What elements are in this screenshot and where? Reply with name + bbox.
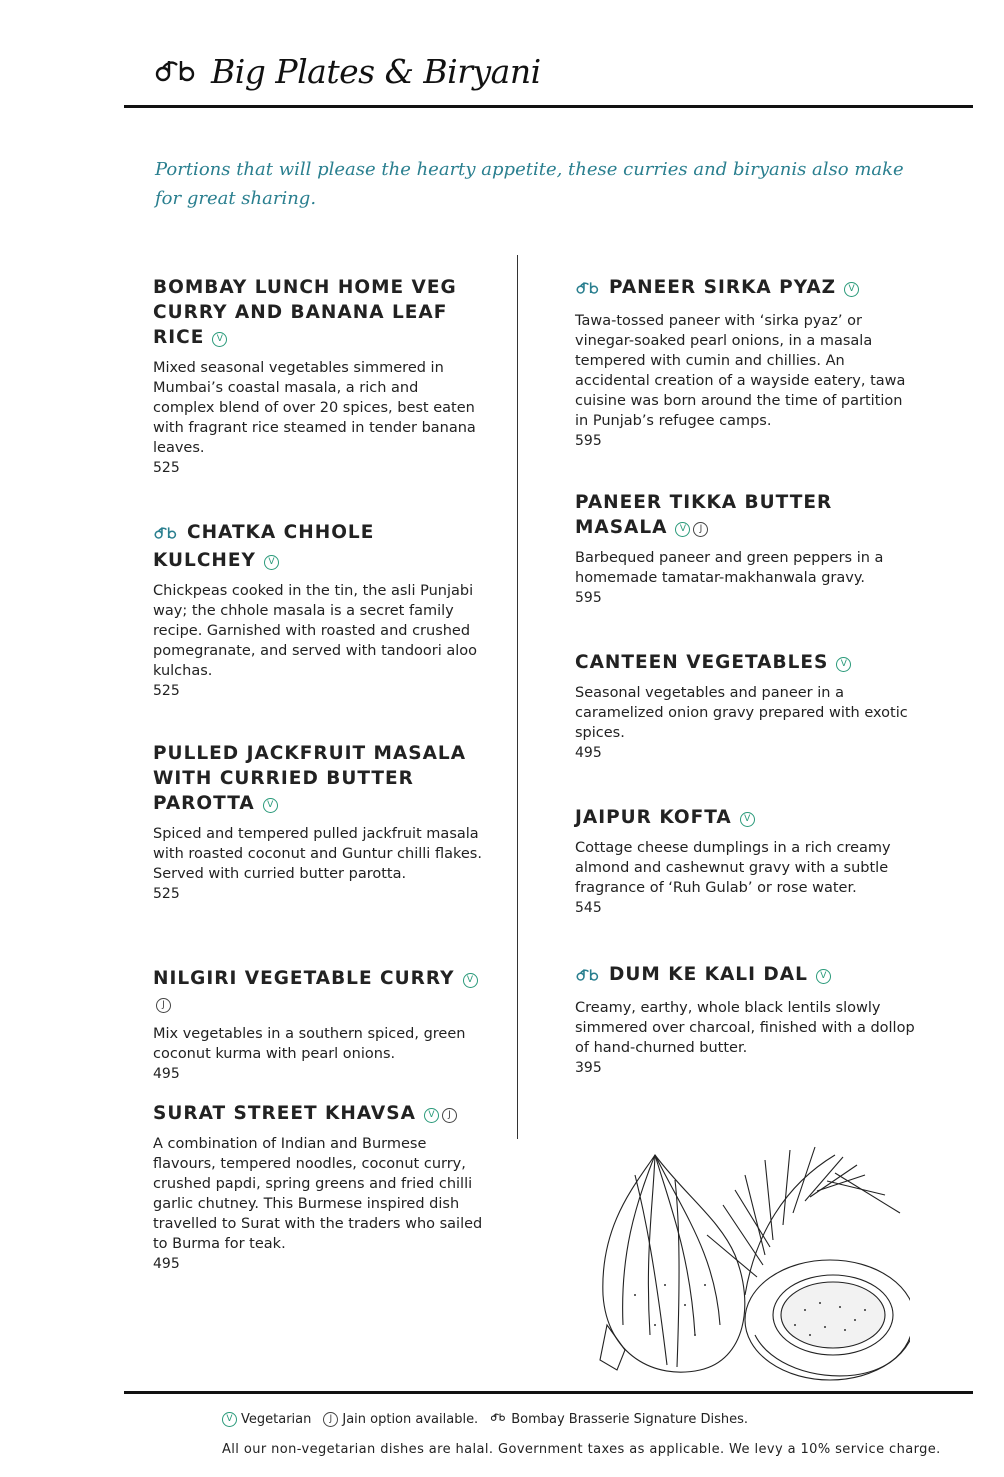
menu-item bbox=[575, 650, 915, 763]
menu-item-title: CANTEEN VEGETABLES bbox=[575, 652, 829, 673]
menu-item-title: PANEER TIKKA BUTTER MASALA bbox=[575, 492, 833, 538]
menu-item-price: 525 bbox=[153, 460, 180, 476]
menu-item-name bbox=[575, 805, 915, 830]
menu-item-title: SURAT STREET KHAVSA bbox=[153, 1103, 416, 1124]
menu-item-price: 595 bbox=[575, 590, 602, 606]
menu-item-name bbox=[153, 520, 483, 573]
jain-icon: J bbox=[156, 998, 171, 1013]
jain-icon: J bbox=[323, 1412, 338, 1427]
menu-item-title: PANEER SIRKA PYAZ bbox=[609, 277, 837, 298]
menu-item-name bbox=[153, 275, 483, 350]
legend-jain bbox=[323, 1412, 478, 1427]
menu-item-name bbox=[575, 275, 915, 303]
veg-icon: V bbox=[816, 969, 831, 984]
menu-item-title: NILGIRI VEGETABLE CURRY bbox=[153, 968, 455, 989]
veg-icon: V bbox=[222, 1412, 237, 1427]
veg-icon: V bbox=[212, 332, 227, 347]
menu-item-price: 495 bbox=[575, 745, 602, 761]
column-divider bbox=[517, 255, 518, 1139]
legend-signature-label: Bombay Brasserie Signature Dishes. bbox=[511, 1412, 749, 1427]
menu-item-description: Spiced and tempered pulled jackfruit masala with roasted coconut and Guntur chilli flakes. Served with curried butter parotta. bbox=[153, 826, 482, 882]
menu-item-price: 495 bbox=[153, 1066, 180, 1082]
menu-item-price: 495 bbox=[153, 1256, 180, 1272]
menu-item-title: BOMBAY LUNCH HOME VEG CURRY AND BANANA LEAF RICE bbox=[153, 277, 457, 348]
header-rule bbox=[124, 105, 973, 108]
menu-item bbox=[153, 275, 483, 478]
menu-item-description: A combination of Indian and Burmese flavours, tempered noodles, coconut curry, crushed papdi, spring greens and fried chilli garlic chutney. This Burmese inspired dish travelled to Surat with the traders who sailed to Burma for teak. bbox=[153, 1136, 483, 1252]
menu-item-title: DUM KE KALI DAL bbox=[609, 964, 808, 985]
coconut-illustration bbox=[595, 1135, 910, 1385]
menu-item-title: JAIPUR KOFTA bbox=[575, 807, 732, 828]
menu-item-price: 525 bbox=[153, 683, 180, 699]
intro-text: Portions that will please the hearty appetite, these curries and biryanis also make for great sharing. bbox=[155, 159, 904, 209]
menu-item bbox=[153, 520, 483, 701]
menu-item-name bbox=[575, 650, 915, 675]
menu-item bbox=[575, 805, 915, 918]
veg-icon: V bbox=[463, 973, 478, 988]
signature-dish-icon bbox=[153, 523, 181, 548]
menu-item-price: 395 bbox=[575, 1060, 602, 1076]
menu-item-title: CHATKA CHHOLE KULCHEY bbox=[153, 522, 375, 571]
veg-icon: V bbox=[836, 657, 851, 672]
signature-dish-icon bbox=[575, 278, 603, 303]
menu-item bbox=[575, 962, 915, 1078]
menu-item bbox=[575, 275, 915, 451]
menu-item-name bbox=[153, 741, 483, 816]
menu-item-description: Chickpeas cooked in the tin, the asli Punjabi way; the chhole masala is a secret family recipe. Garnished with roasted and crushed pomegranate, and served with tandoori aloo kulchas. bbox=[153, 583, 478, 679]
menu-item-name bbox=[575, 490, 915, 540]
footer-rule bbox=[124, 1391, 973, 1394]
footer-note: All our non-vegetarian dishes are halal. Government taxes as applicable. We levy a 10% service charge. bbox=[222, 1442, 941, 1457]
menu-item-description: Mixed seasonal vegetables simmered in Mumbai’s coastal masala, a rich and complex blend of over 20 spices, best eaten with fragrant rice steamed in tender banana leaves. bbox=[153, 360, 476, 456]
signature-dish-icon bbox=[490, 1412, 508, 1427]
menu-item bbox=[575, 490, 915, 608]
menu-item-name bbox=[153, 1101, 483, 1126]
menu-item-description: Mix vegetables in a southern spiced, green coconut kurma with pearl onions. bbox=[153, 1026, 466, 1062]
veg-icon: V bbox=[263, 798, 278, 813]
legend-vegetarian bbox=[222, 1412, 311, 1427]
menu-item-description: Cottage cheese dumplings in a rich creamy almond and cashewnut gravy with a subtle fragrance of ‘Ruh Gulab’ or rose water. bbox=[575, 840, 891, 896]
signature-dish-icon bbox=[575, 965, 603, 990]
jain-icon: J bbox=[693, 522, 708, 537]
page-header bbox=[153, 52, 541, 91]
legend-signature bbox=[490, 1412, 748, 1427]
brand-logo-icon bbox=[153, 59, 203, 85]
page-title: Big Plates & Biryani bbox=[211, 52, 541, 91]
menu-item bbox=[153, 966, 483, 1084]
veg-icon: V bbox=[740, 812, 755, 827]
menu-item bbox=[153, 741, 483, 904]
menu-item-price: 525 bbox=[153, 886, 180, 902]
menu-item-price: 545 bbox=[575, 900, 602, 916]
menu-item-title: PULLED JACKFRUIT MASALA WITH CURRIED BUTTER PAROTTA bbox=[153, 743, 467, 814]
veg-icon: V bbox=[675, 522, 690, 537]
menu-item-description: Barbequed paneer and green peppers in a homemade tamatar-makhanwala gravy. bbox=[575, 550, 884, 586]
legend-veg-label: Vegetarian bbox=[241, 1412, 312, 1427]
jain-icon: J bbox=[442, 1108, 457, 1123]
menu-item-price: 595 bbox=[575, 433, 602, 449]
veg-icon: V bbox=[424, 1108, 439, 1123]
menu-item bbox=[153, 1101, 483, 1274]
veg-icon: V bbox=[844, 282, 859, 297]
menu-item-name bbox=[575, 962, 915, 990]
veg-icon: V bbox=[264, 555, 279, 570]
legend bbox=[222, 1412, 760, 1427]
menu-item-description: Tawa-tossed paneer with ‘sirka pyaz’ or vinegar-soaked pearl onions, in a masala tempered with cumin and chillies. An accidental creation of a wayside eatery, tawa cuisine was born around the time of partition in Punjab’s refugee camps. bbox=[575, 313, 906, 429]
menu-item-description: Creamy, earthy, whole black lentils slowly simmered over charcoal, finished with a dollop of hand-churned butter. bbox=[575, 1000, 915, 1056]
menu-item-description: Seasonal vegetables and paneer in a caramelized onion gravy prepared with exotic spices. bbox=[575, 685, 908, 741]
menu-item-name bbox=[153, 966, 483, 1016]
legend-jain-label: Jain option available. bbox=[342, 1412, 479, 1427]
